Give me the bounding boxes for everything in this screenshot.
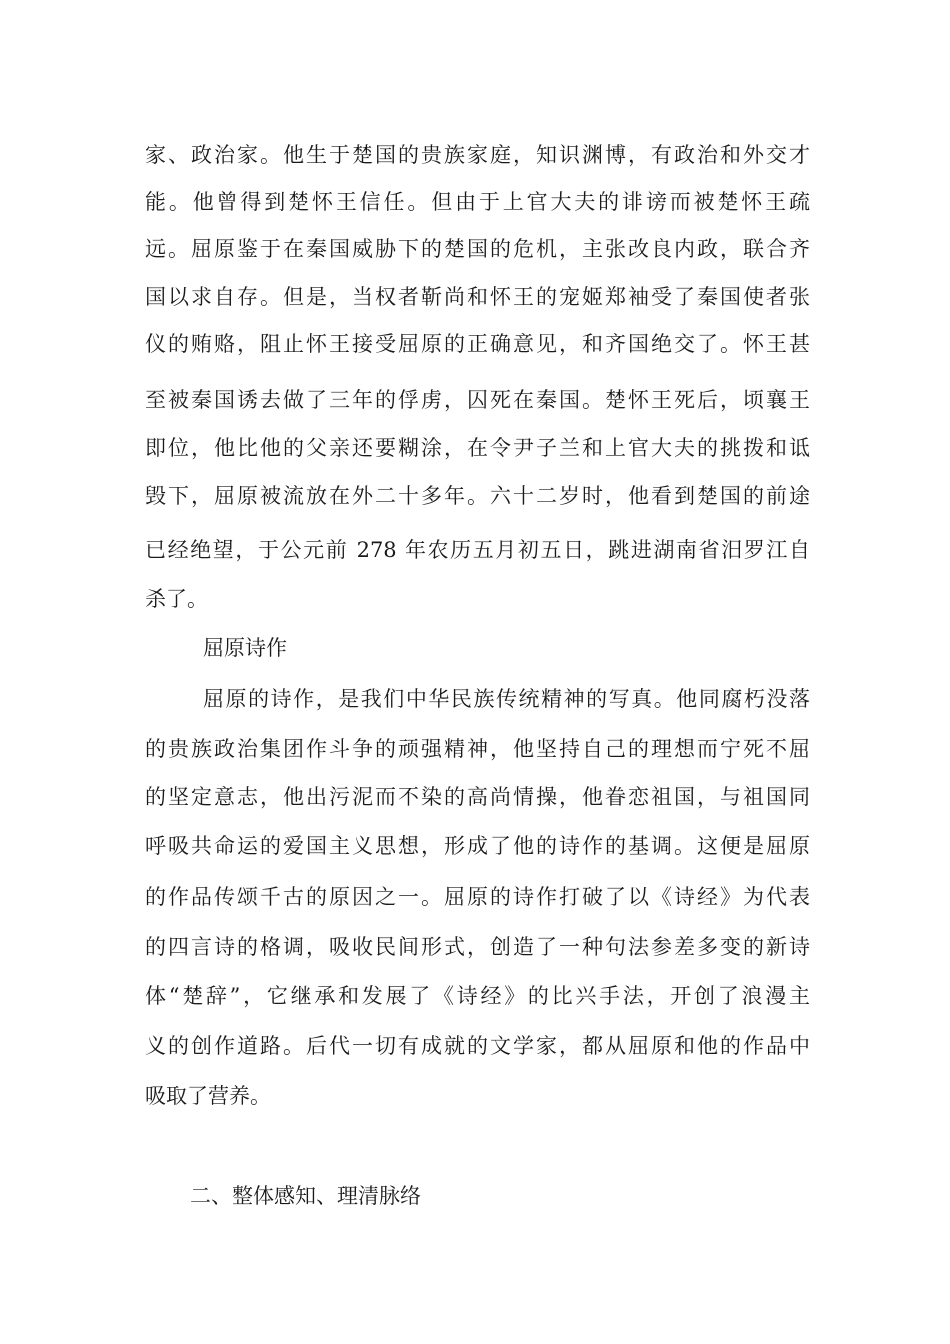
text-line: 的贵族政治集团作斗争的顽强精神，他坚持自己的理想而宁死不屈	[145, 737, 810, 761]
text-line: 仪的贿赂，阻止怀王接受屈原的正确意见，和齐国绝交了。怀王甚	[145, 332, 810, 356]
text-line: 远。屈原鉴于在秦国威胁下的楚国的危机，主张改良内政，联合齐	[145, 237, 810, 261]
text-line: 的四言诗的格调，吸收民间形式，创造了一种句法参差多变的新诗	[145, 935, 810, 959]
text-line: 已经绝望，于公元前 278 年农历五月初五日，跳进湖南省汨罗江自	[145, 538, 810, 562]
section-heading: 屈原诗作	[203, 636, 287, 660]
text-line: 的坚定意志，他出污泥而不染的高尚情操，他眷恋祖国，与祖国同	[145, 785, 810, 809]
text-line: 即位，他比他的父亲还要糊涂，在令尹子兰和上官大夫的挑拨和诋	[145, 436, 810, 460]
text-line: 家、政治家。他生于楚国的贵族家庭，知识渊博，有政治和外交才	[145, 143, 810, 167]
part-heading: 二、整体感知、理清脉络	[190, 1184, 421, 1208]
text-line: 至被秦国诱去做了三年的俘虏，囚死在秦国。楚怀王死后，顷襄王	[145, 388, 810, 412]
text-line: 国以求自存。但是，当权者靳尚和怀王的宠姬郑袖受了秦国使者张	[145, 285, 810, 309]
text-line: 屈原的诗作，是我们中华民族传统精神的写真。他同腐朽没落	[203, 687, 810, 711]
text-line: 毁下，屈原被流放在外二十多年。六十二岁时，他看到楚国的前途	[145, 484, 810, 508]
text-line: 能。他曾得到楚怀王信任。但由于上官大夫的诽谤而被楚怀王疏	[145, 190, 810, 214]
text-line: 体“楚辞”，它继承和发展了《诗经》的比兴手法，开创了浪漫主	[145, 984, 810, 1008]
text-line: 义的创作道路。后代一切有成就的文学家，都从屈原和他的作品中	[145, 1034, 810, 1058]
text-line: 杀了。	[145, 587, 208, 611]
text-line: 吸取了营养。	[145, 1084, 271, 1108]
text-line: 的作品传颂千古的原因之一。屈原的诗作打破了以《诗经》为代表	[145, 885, 810, 909]
text-line: 呼吸共命运的爱国主义思想，形成了他的诗作的基调。这便是屈原	[145, 834, 810, 858]
